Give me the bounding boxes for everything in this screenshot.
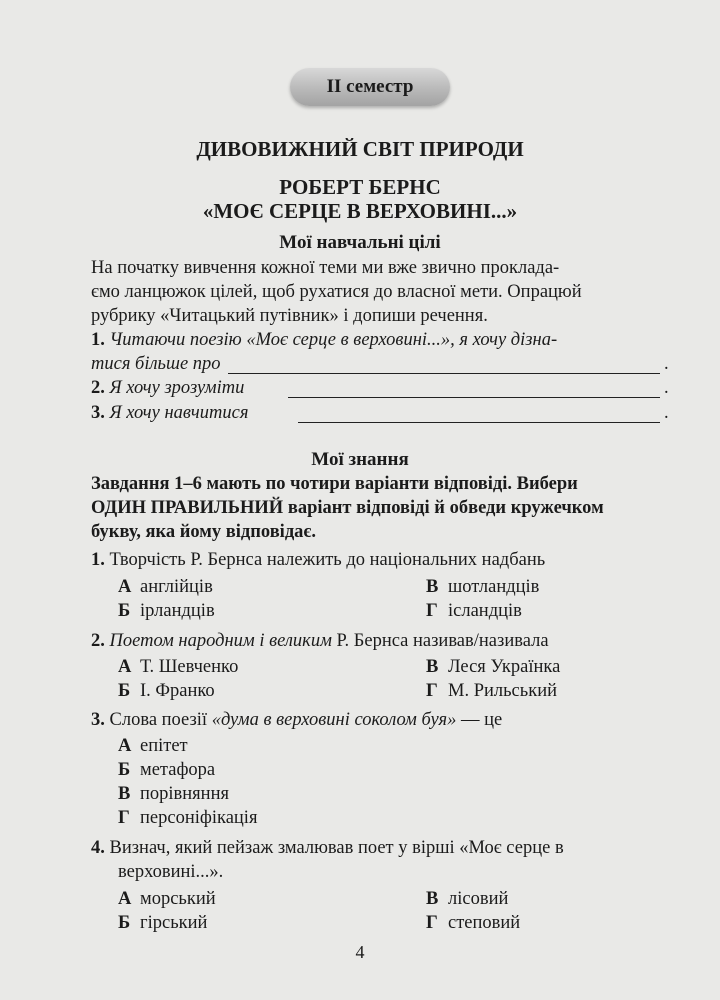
option-text: шотландців xyxy=(448,577,540,597)
period: . xyxy=(664,354,669,374)
question-text-italic: «дума в верховині соколом буя» xyxy=(211,710,457,730)
option-letter: Б xyxy=(118,681,131,701)
option-text: гірський xyxy=(140,913,208,933)
option-letter: А xyxy=(118,577,132,597)
option-text: степовий xyxy=(448,913,521,933)
question-number: 4. xyxy=(91,838,105,858)
goals-intro-line: На початку вивчення кожної теми ми вже звично проклада- xyxy=(91,258,560,278)
option-text: епітет xyxy=(140,736,188,756)
answer-option[interactable] xyxy=(118,784,229,805)
question-number: 3. xyxy=(91,710,105,730)
option-text: Т. Шевченко xyxy=(140,657,239,677)
option-letter: Г xyxy=(426,681,438,701)
goals-intro-line: ємо ланцюжок цілей, щоб рухатися до власної мети. Опрацюй xyxy=(91,282,582,302)
author-name: РОБЕРТ БЕРНС xyxy=(279,175,441,199)
option-text: лісовий xyxy=(448,889,509,909)
semester-label: ІІ семестр xyxy=(326,76,414,97)
option-letter: А xyxy=(118,657,132,677)
semester-badge xyxy=(290,68,450,106)
option-text: Леся Українка xyxy=(448,657,561,677)
option-letter: Б xyxy=(118,913,131,933)
option-letter: В xyxy=(426,889,439,909)
goal-3-answer-line[interactable] xyxy=(298,422,660,423)
option-letter: Г xyxy=(118,808,130,828)
option-text: М. Рильський xyxy=(448,681,557,701)
answer-option[interactable] xyxy=(118,736,188,757)
question-text: — це xyxy=(456,710,503,730)
goal-number: 2. xyxy=(91,378,105,398)
question-4 xyxy=(91,838,564,859)
option-text: порівняння xyxy=(140,784,229,804)
goal-text-continued: тися більше про xyxy=(91,354,221,374)
answer-option[interactable] xyxy=(118,808,257,829)
goal-item-3 xyxy=(91,403,248,424)
question-1 xyxy=(91,550,545,571)
answer-option[interactable] xyxy=(426,657,560,678)
option-text: англійців xyxy=(140,577,213,597)
answer-option[interactable] xyxy=(118,681,215,702)
option-text: морський xyxy=(140,889,216,909)
question-text-italic: Поетом народним і великим xyxy=(109,631,332,651)
goals-intro-line: рубрику «Читацький путівник» і допиши речення. xyxy=(91,306,488,326)
option-letter: Б xyxy=(118,760,131,780)
answer-option[interactable] xyxy=(426,681,557,702)
knowledge-heading: Мої знання xyxy=(311,449,409,470)
goal-text: Я хочу навчитися xyxy=(109,403,249,423)
goal-item-2 xyxy=(91,378,244,399)
poem-title: «МОЄ СЕРЦЕ В ВЕРХОВИНІ...» xyxy=(202,199,518,223)
goal-item-1 xyxy=(91,330,557,351)
option-text: ісландців xyxy=(448,601,522,621)
question-text: Визнач, який пейзаж змалював поет у вірші «Моє серце в xyxy=(109,838,564,858)
answer-option[interactable] xyxy=(118,913,207,934)
answer-option[interactable] xyxy=(426,913,520,934)
instructions-line: букву, яка йому відповідає. xyxy=(91,522,317,542)
goal-text: Я хочу зрозуміти xyxy=(109,378,245,398)
answer-option[interactable] xyxy=(426,577,539,598)
answer-option[interactable] xyxy=(118,601,215,622)
goal-number: 1. xyxy=(91,330,105,350)
period: . xyxy=(664,403,669,423)
option-letter: Г xyxy=(426,913,438,933)
answer-option[interactable] xyxy=(118,889,216,910)
option-letter: А xyxy=(118,736,132,756)
question-text: Творчість Р. Бернса належить до національних надбань xyxy=(109,550,546,570)
goal-2-answer-line[interactable] xyxy=(288,397,660,398)
question-2 xyxy=(91,631,549,652)
option-letter: В xyxy=(118,784,131,804)
option-letter: В xyxy=(426,577,439,597)
option-text: І. Франко xyxy=(140,681,215,701)
goal-number: 3. xyxy=(91,403,105,423)
goal-1-answer-line[interactable] xyxy=(228,373,660,374)
question-text: Р. Бернса називав/називала xyxy=(331,631,549,651)
goal-text: Читаючи поезію «Моє серце в верховині...», я хочу дізна- xyxy=(109,330,558,350)
answer-option[interactable] xyxy=(118,577,213,598)
option-letter: Б xyxy=(118,601,131,621)
option-letter: А xyxy=(118,889,132,909)
question-text: Слова поезії xyxy=(109,710,212,730)
question-number: 2. xyxy=(91,631,105,651)
instructions-line: ОДИН ПРАВИЛЬНИЙ варіант відповіді й обведи кружечком xyxy=(91,498,604,518)
answer-option[interactable] xyxy=(118,760,215,781)
answer-option[interactable] xyxy=(118,657,238,678)
option-letter: В xyxy=(426,657,439,677)
option-text: ірландців xyxy=(140,601,215,621)
option-text: метафора xyxy=(140,760,216,780)
question-number: 1. xyxy=(91,550,105,570)
option-letter: Г xyxy=(426,601,438,621)
answer-option[interactable] xyxy=(426,601,522,622)
period: . xyxy=(664,378,669,398)
goals-heading: Мої навчальні цілі xyxy=(279,232,441,253)
question-3 xyxy=(91,710,502,731)
answer-option[interactable] xyxy=(426,889,508,910)
instructions-line: Завдання 1–6 мають по чотири варіанти відповіді. Вибери xyxy=(91,474,578,494)
section-title: ДИВОВИЖНИЙ СВІТ ПРИРОДИ xyxy=(196,137,524,161)
question-text-continued: верховині...». xyxy=(118,862,224,882)
page-number: 4 xyxy=(355,942,365,962)
option-text: персоніфікація xyxy=(140,808,258,828)
